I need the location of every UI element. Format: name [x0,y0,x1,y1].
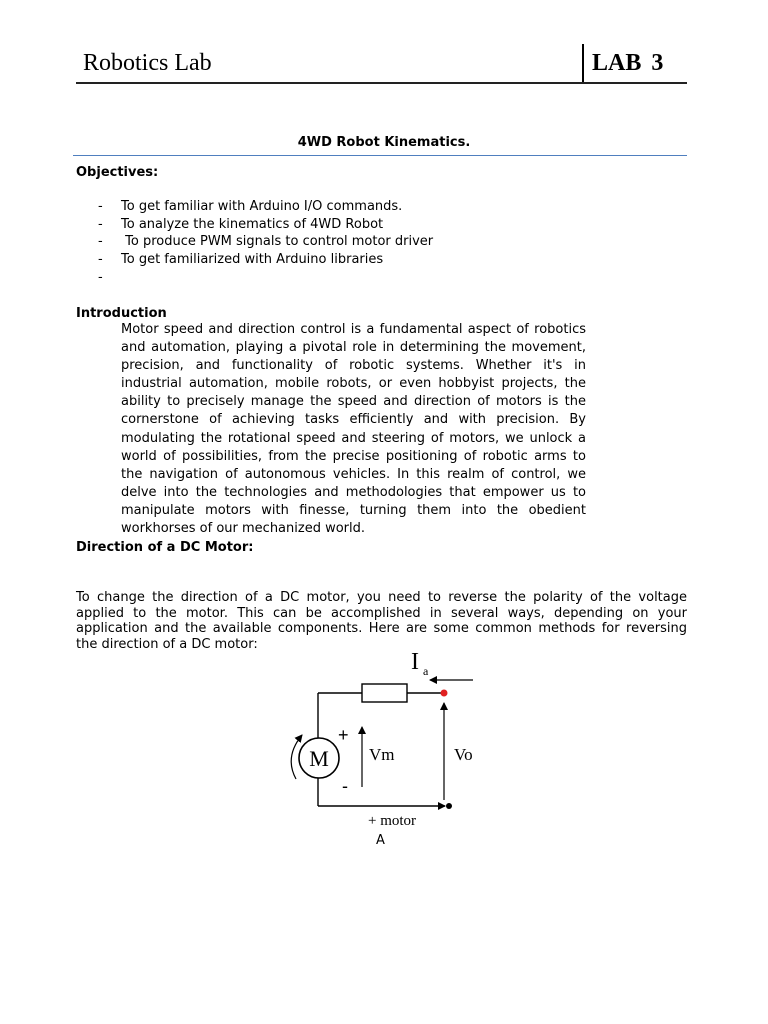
objectives-list [98,198,433,286]
document-title: 4WD Robot Kinematics. [297,135,471,150]
negative-terminal-dot [446,803,452,809]
motor-label: M [309,746,329,771]
header-title: Robotics Lab [83,50,212,76]
positive-terminal-dot [441,690,448,697]
figure-caption: A [376,833,385,848]
list-item: - To get familiar with Arduino I/O commands. [98,199,403,214]
dc-motor-circuit-diagram [280,645,500,835]
vm-label: Vm [369,745,395,764]
vo-label: Vo [454,745,473,764]
minus-sign: - [342,776,348,796]
list-item: - To analyze the kinematics of 4WD Robot [98,216,384,232]
header-rule [76,82,687,84]
introduction-heading: Introduction [76,306,167,321]
current-subscript: a [423,664,429,678]
introduction-paragraph: Motor speed and direction control is a fundamental aspect of robotics and automation, playing a pivotal role in determining the movement, precision, and functionality of robotic systems. Whether it's in industrial automation, mobile robots, or even hobbyist projects, the ability to precisely manage the speed and direction of motors is the cornerstone of achieving tasks efficiently and with precision. By modulating the rotational speed and steering of motors, we unlock a world of possibilities, from the precise positioning of robotic arms to the navigation of autonomous vehicles. In this realm of control, we delve into the technologies and methodologies that empower us to manipulate motors with finesse, turning them into the obedient workhorses of our mechanized world. [121,322,586,537]
list-item: - To produce PWM signals to control motor driver [98,234,434,250]
title-rule [73,155,687,156]
objectives-heading: Objectives: [76,165,159,180]
dc-motor-heading: Direction of a DC Motor: [76,540,254,555]
motor-terminal-label: + motor [368,813,417,829]
header-divider [582,44,584,84]
lab-number: LAB 3 [592,50,664,76]
resistor [362,684,407,702]
current-label: I [411,649,419,675]
list-item: - [98,269,103,285]
dc-motor-paragraph: To change the direction of a DC motor, you need to reverse the polarity of the voltage applied to the motor. This can be accomplished in several ways, depending on your application and the available components. Here are some common methods for reversing the direction of a DC motor: [76,590,687,652]
list-item: - To get familiarized with Arduino libraries [98,252,384,268]
plus-sign: + [338,725,349,745]
